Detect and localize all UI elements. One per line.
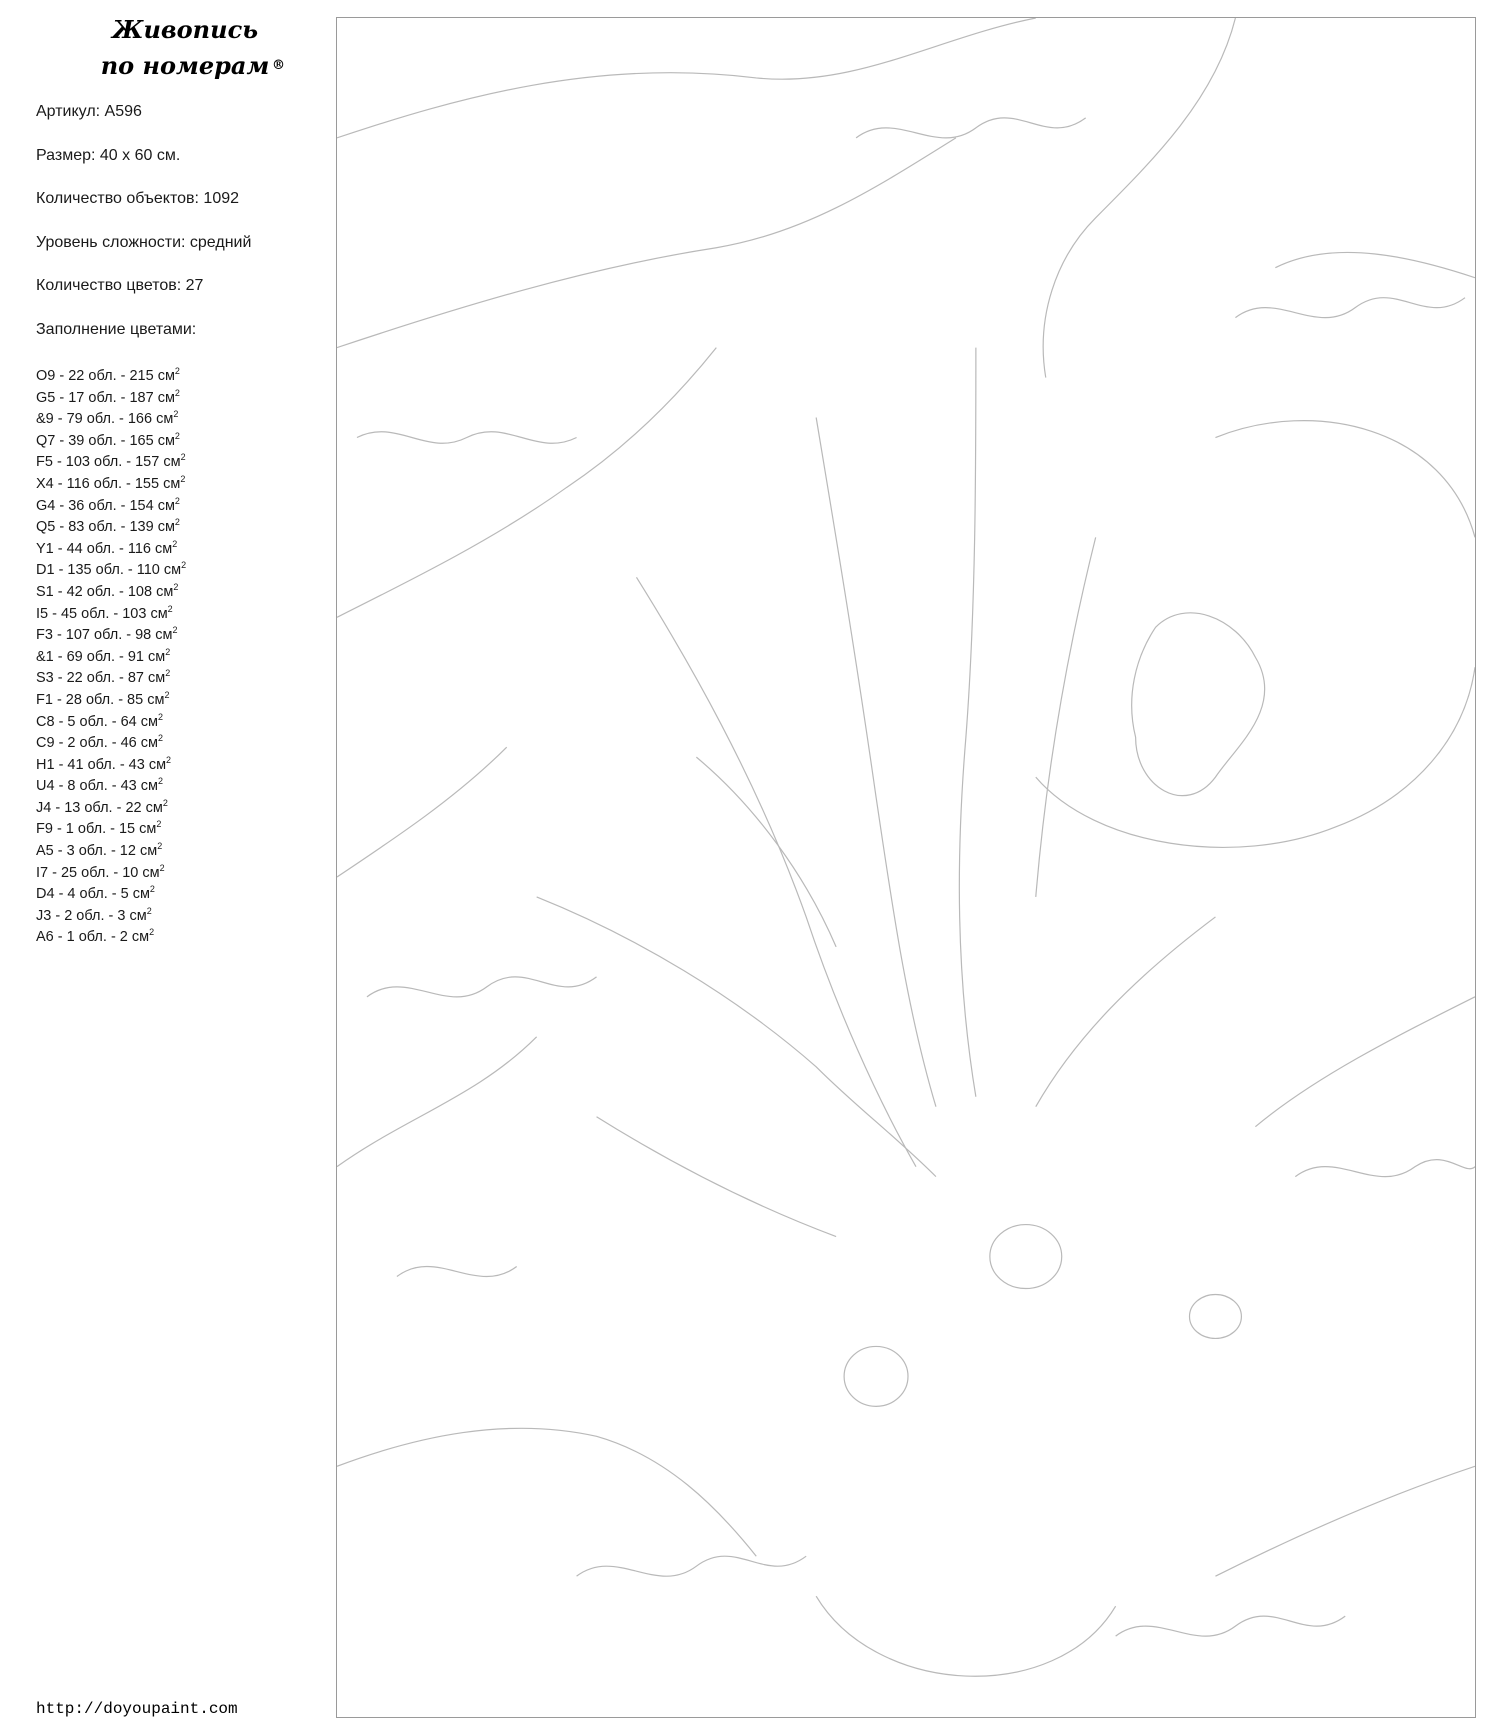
legend-item-unit-power: 2 — [157, 711, 163, 722]
burst-6 — [597, 1117, 837, 1237]
legend-item — [36, 642, 316, 664]
branch-10 — [1275, 252, 1475, 277]
legend-item — [36, 901, 316, 923]
branch-6 — [1255, 997, 1475, 1127]
legend-item-text: Q5 - 83 обл. - 139 см — [36, 519, 175, 536]
legend-item-unit-power: 2 — [173, 581, 179, 592]
legend-item-text: J3 - 2 обл. - 3 см — [36, 907, 147, 924]
legend-item — [36, 814, 316, 836]
legend-item-text: A5 - 3 обл. - 12 см — [36, 843, 158, 860]
legend-item — [36, 663, 316, 685]
website-link[interactable]: http://doyoupaint.com — [36, 1700, 238, 1718]
legend-item — [36, 361, 316, 383]
moon-inner-shape — [1132, 613, 1265, 796]
legend-item-text: Q7 - 39 обл. - 165 см — [36, 432, 175, 449]
leaf-4 — [577, 1556, 807, 1576]
branch-8 — [337, 1428, 756, 1556]
legend-item-unit-power: 2 — [173, 409, 179, 420]
registered-mark: ® — [272, 58, 285, 73]
burst-1 — [636, 577, 916, 1166]
legend-item-text: X4 - 116 обл. - 155 см — [36, 475, 181, 492]
legend-item-unit-power: 2 — [149, 884, 155, 895]
legend-item-text: S3 - 22 обл. - 87 см — [36, 670, 166, 687]
branch-3 — [337, 348, 716, 618]
logo-line-1: Живопись — [111, 15, 259, 44]
legend-item-unit-power: 2 — [146, 905, 152, 916]
legend-item-text: F3 - 107 обл. - 98 см — [36, 627, 173, 644]
legend-item-unit-power: 2 — [166, 754, 172, 765]
outline-drawing — [337, 18, 1475, 1717]
brand-logo — [85, 12, 285, 84]
legend-item-text: G4 - 36 обл. - 154 см — [36, 497, 175, 514]
branch-9 — [1043, 18, 1235, 378]
legend-item-text: C9 - 2 обл. - 46 см — [36, 735, 158, 752]
legend-item — [36, 599, 316, 621]
logo-line-2: по номерам — [100, 51, 270, 80]
legend-item — [36, 404, 316, 426]
flower-center-1 — [990, 1225, 1062, 1289]
legend-item — [36, 836, 316, 858]
legend-item-unit-power: 2 — [172, 625, 178, 636]
burst-3 — [959, 348, 976, 1097]
flower-center-3 — [1190, 1294, 1242, 1338]
branch-7 — [1215, 1466, 1475, 1576]
branch-1 — [337, 18, 1036, 138]
legend-item-unit-power: 2 — [172, 538, 178, 549]
legend-item-unit-power: 2 — [180, 473, 186, 484]
branch-2 — [337, 138, 956, 348]
legend-item-text: &1 - 69 обл. - 91 см — [36, 648, 166, 665]
legend-item-text: F9 - 1 обл. - 15 см — [36, 821, 157, 838]
moon-outline — [1215, 421, 1475, 538]
legend-item-text: H1 - 41 обл. - 43 см — [36, 756, 167, 773]
fill-heading: Заполнение цветами: — [36, 320, 197, 338]
legend-item — [36, 858, 316, 880]
leaf-5 — [1116, 1616, 1346, 1636]
legend-item — [36, 534, 316, 556]
legend-item — [36, 685, 316, 707]
legend-item — [36, 383, 316, 405]
legend-item — [36, 922, 316, 944]
canvas-size: Размер: 40 х 60 см. — [36, 146, 181, 164]
legend-item-text: &9 - 79 обл. - 166 см — [36, 411, 174, 428]
legend-item-unit-power: 2 — [165, 668, 171, 679]
burst-2 — [816, 418, 936, 1107]
legend-item-unit-power: 2 — [157, 776, 163, 787]
burst-4 — [537, 897, 936, 1177]
legend-item — [36, 426, 316, 448]
leaf-2 — [367, 977, 597, 997]
legend-item-text: G5 - 17 обл. - 187 см — [36, 389, 175, 406]
burst-7 — [1036, 537, 1096, 897]
difficulty-level: Уровень сложности: средний — [36, 233, 252, 251]
burst-8 — [696, 757, 836, 947]
legend-item — [36, 469, 316, 491]
outline-canvas — [336, 17, 1476, 1718]
burst-5 — [1036, 917, 1216, 1107]
branch-4 — [337, 747, 507, 877]
color-count: Количество цветов: 27 — [36, 277, 204, 294]
legend-item — [36, 577, 316, 599]
legend-item — [36, 750, 316, 772]
legend-item-text: S1 - 42 обл. - 108 см — [36, 583, 174, 600]
legend-item-text: I5 - 45 обл. - 103 см — [36, 605, 168, 622]
branch-5 — [337, 1037, 537, 1167]
legend-item-text: D4 - 4 обл. - 5 см — [36, 886, 150, 903]
legend-item-unit-power: 2 — [162, 797, 168, 808]
legend-item — [36, 512, 316, 534]
legend-item-unit-power: 2 — [157, 841, 163, 852]
legend-item-unit-power: 2 — [174, 387, 180, 398]
legend-item — [36, 555, 316, 577]
legend-item-unit-power: 2 — [164, 689, 170, 700]
legend-item-text: D1 - 135 обл. - 110 см — [36, 562, 182, 579]
legend-item-text: O9 - 22 обл. - 215 см — [36, 368, 175, 384]
legend-item — [36, 447, 316, 469]
legend-item-unit-power: 2 — [157, 733, 163, 744]
legend-item-unit-power: 2 — [174, 366, 180, 376]
legend-item — [36, 793, 316, 815]
legend-item-unit-power: 2 — [156, 819, 162, 830]
legend-item-text: A6 - 1 обл. - 2 см — [36, 929, 150, 946]
legend-item-text: I7 - 25 обл. - 10 см — [36, 864, 160, 881]
legend-item-text: Y1 - 44 обл. - 116 см — [36, 540, 173, 557]
legend-item — [36, 491, 316, 513]
legend-item-text: F1 - 28 обл. - 85 см — [36, 691, 165, 708]
legend-item-text: U4 - 8 обл. - 43 см — [36, 778, 158, 795]
leaf-3 — [1295, 1160, 1475, 1177]
legend-item-unit-power: 2 — [149, 927, 155, 938]
legend-item — [36, 620, 316, 642]
legend-item-unit-power: 2 — [181, 560, 187, 571]
legend-item-unit-power: 2 — [165, 646, 171, 657]
bottom-bowl — [816, 1596, 1115, 1676]
legend-item-unit-power: 2 — [159, 862, 165, 873]
legend-item-text: C8 - 5 обл. - 64 см — [36, 713, 158, 730]
legend-item-text: J4 - 13 обл. - 22 см — [36, 799, 163, 816]
leaf-6 — [856, 118, 1086, 138]
legend-item-text: F5 - 103 обл. - 157 см — [36, 454, 181, 471]
legend-item — [36, 879, 316, 901]
flower-center-2 — [844, 1346, 908, 1406]
legend-item-unit-power: 2 — [174, 517, 180, 528]
leaf-8 — [397, 1267, 517, 1277]
legend-item-unit-power: 2 — [180, 452, 186, 463]
product-info — [36, 102, 316, 363]
legend-item-unit-power: 2 — [174, 495, 180, 506]
legend-item — [36, 728, 316, 750]
article-number: Артикул: A596 — [36, 103, 142, 120]
legend-item-unit-power: 2 — [167, 603, 173, 614]
leaf-7 — [1235, 298, 1465, 318]
legend-item-unit-power: 2 — [174, 430, 180, 441]
moon-outline-lower — [1036, 667, 1475, 847]
color-legend — [36, 361, 316, 944]
object-count: Количество объектов: 1092 — [36, 190, 240, 207]
leaf-1 — [357, 432, 577, 444]
legend-item — [36, 771, 316, 793]
legend-item — [36, 707, 316, 729]
